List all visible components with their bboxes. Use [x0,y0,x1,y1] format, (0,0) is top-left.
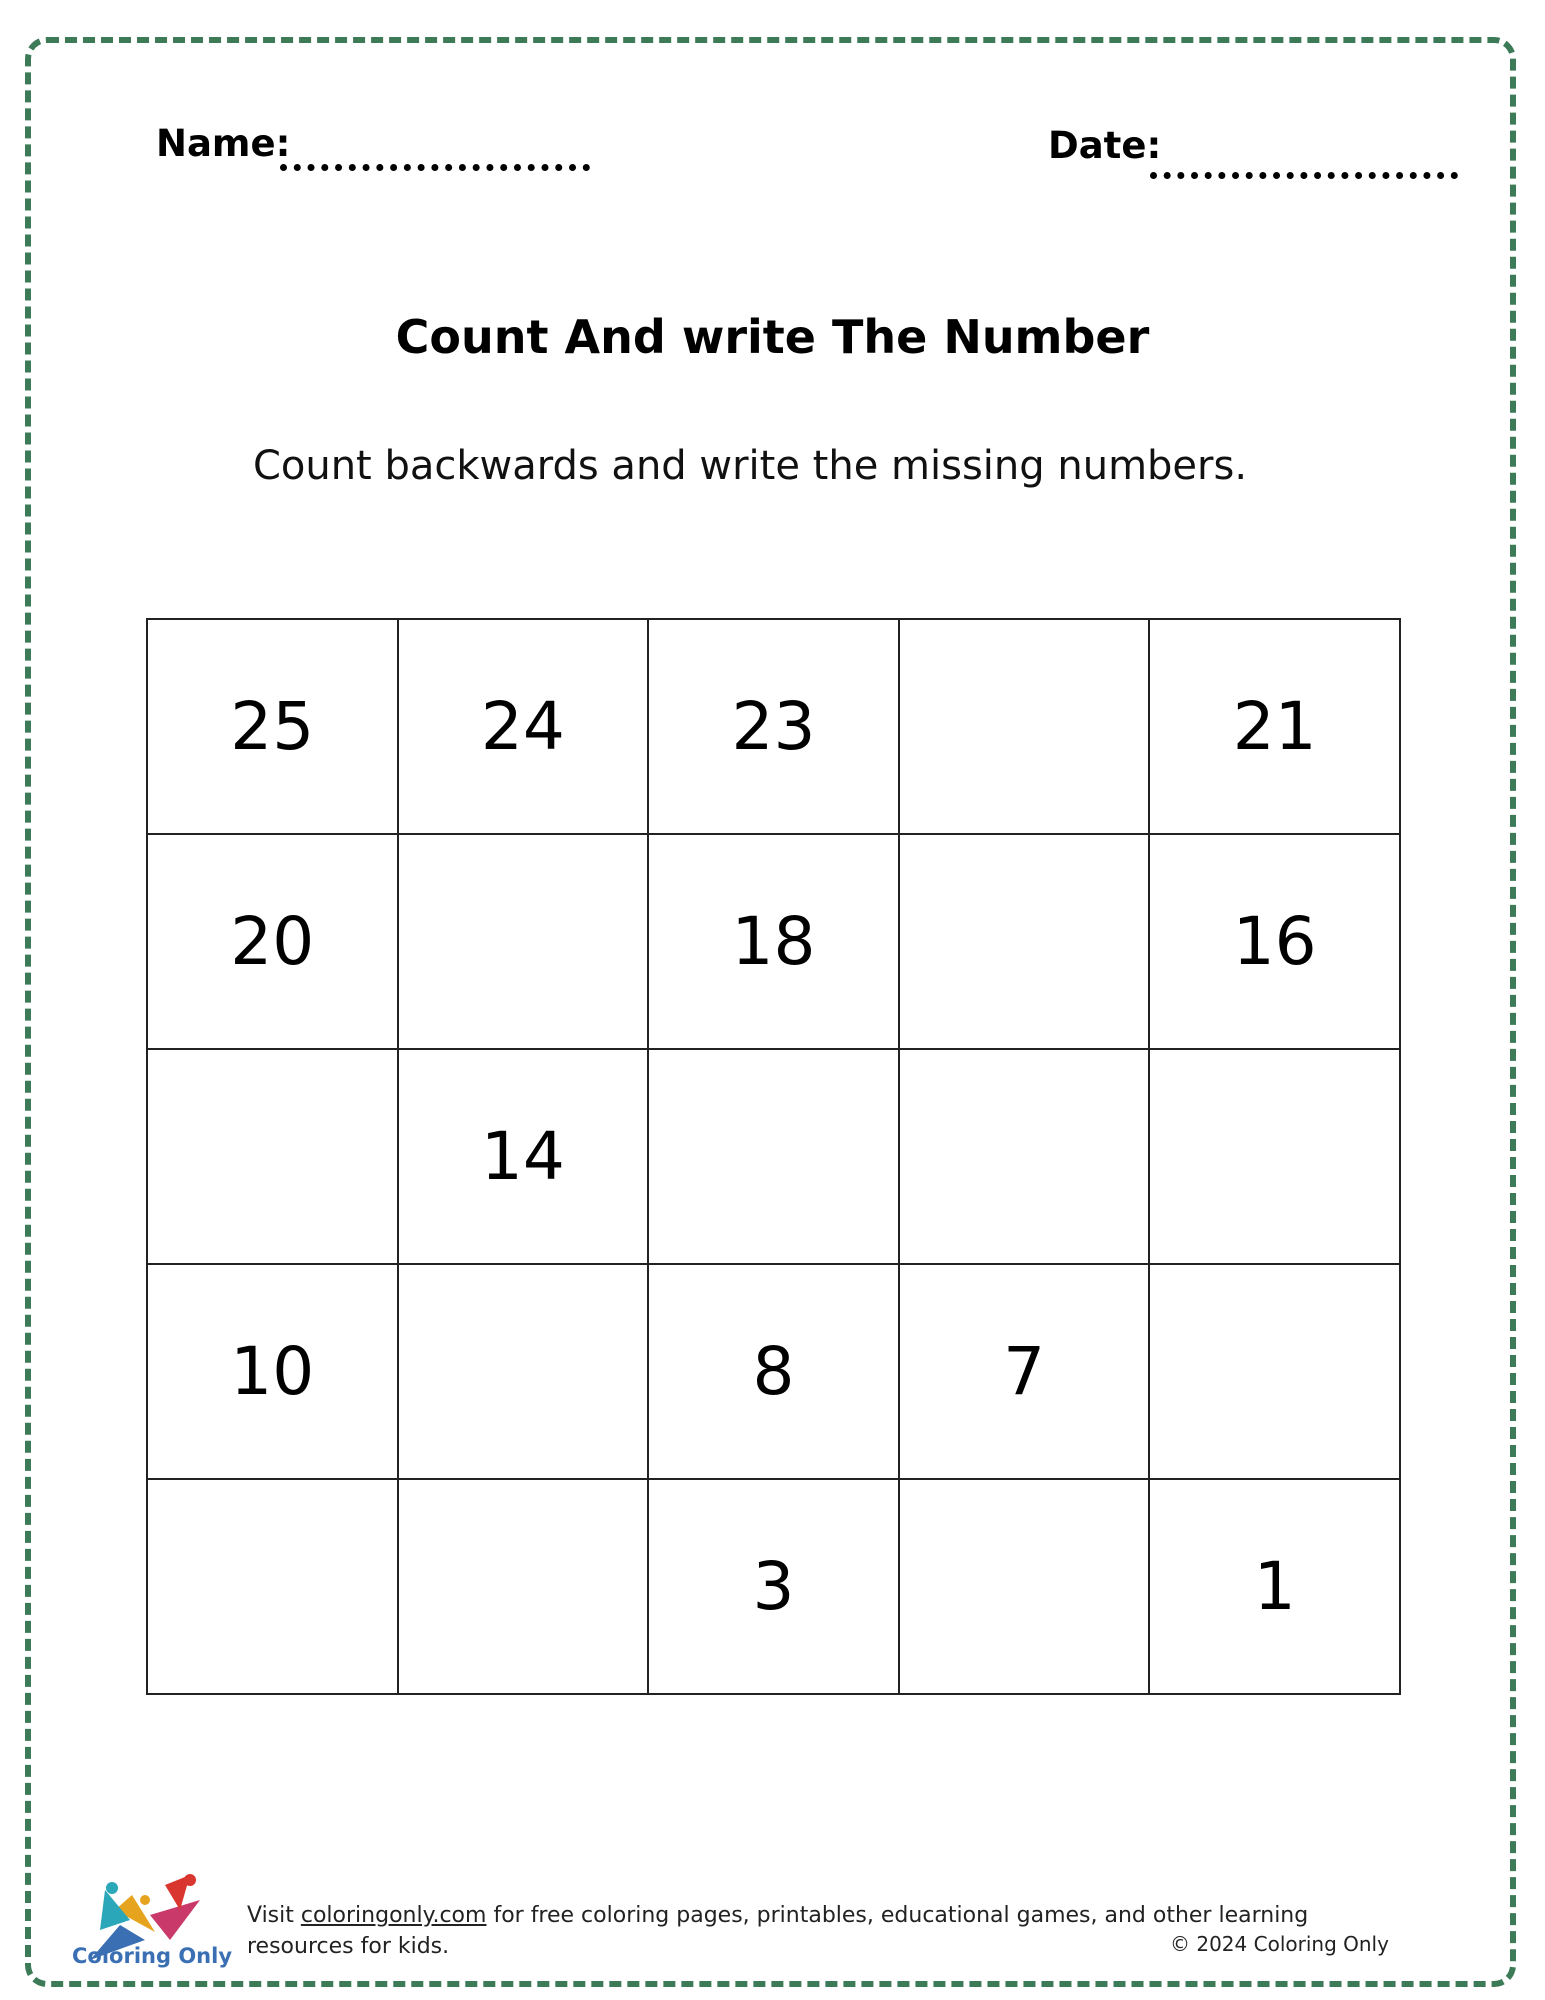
grid-row [147,1049,1400,1264]
grid-row [147,1479,1400,1694]
grid-cell-blank[interactable] [1149,1049,1400,1264]
footer-visit-suffix: for free coloring pages, printables, educational games, and other learning resources for kids. [247,1903,1309,1959]
grid-cell-blank[interactable] [648,1049,899,1264]
copyright-text: © 2024 Coloring Only [1170,1932,1389,1956]
grid-row [147,619,1400,834]
grid-cell-blank[interactable] [398,834,649,1049]
footer-visit-prefix: Visit [247,1903,301,1928]
worksheet-title: Count And write The Number [395,310,1150,364]
date-field[interactable] [1150,172,1458,179]
grid-cell-blank[interactable] [398,1264,649,1479]
grid-cell: 18 [648,834,899,1049]
logo-text: Coloring Only [72,1944,233,1968]
grid-cell: 23 [648,619,899,834]
grid-row [147,1264,1400,1479]
grid-cell: 25 [147,619,398,834]
grid-cell-blank[interactable] [899,834,1150,1049]
grid-cell: 10 [147,1264,398,1479]
grid-cell: 1 [1149,1479,1400,1694]
grid-cell-blank[interactable] [899,1049,1150,1264]
name-label: Name: [156,122,291,165]
instruction-text: Count backwards and write the missing numbers. [252,443,1248,489]
grid-cell: 20 [147,834,398,1049]
grid-cell-blank[interactable] [147,1049,398,1264]
grid-cell-blank[interactable] [398,1479,649,1694]
logo-shape [150,1900,200,1940]
grid-cell: 24 [398,619,649,834]
name-field[interactable] [280,164,590,171]
grid-cell: 14 [398,1049,649,1264]
grid-cell-blank[interactable] [1149,1264,1400,1479]
logo-dot [140,1895,150,1905]
grid-cell: 3 [648,1479,899,1694]
date-label: Date: [1048,124,1162,167]
grid-cell: 16 [1149,834,1400,1049]
footer-link[interactable]: coloringonly.com [300,1903,487,1928]
logo-dot [106,1882,118,1894]
grid-cell-blank[interactable] [147,1479,398,1694]
grid-cell-blank[interactable] [899,1479,1150,1694]
grid-cell: 21 [1149,619,1400,834]
grid-row [147,834,1400,1049]
number-grid [146,618,1401,1695]
grid-cell: 7 [899,1264,1150,1479]
grid-cell-blank[interactable] [899,619,1150,834]
logo-dot [184,1874,196,1886]
grid-cell: 8 [648,1264,899,1479]
